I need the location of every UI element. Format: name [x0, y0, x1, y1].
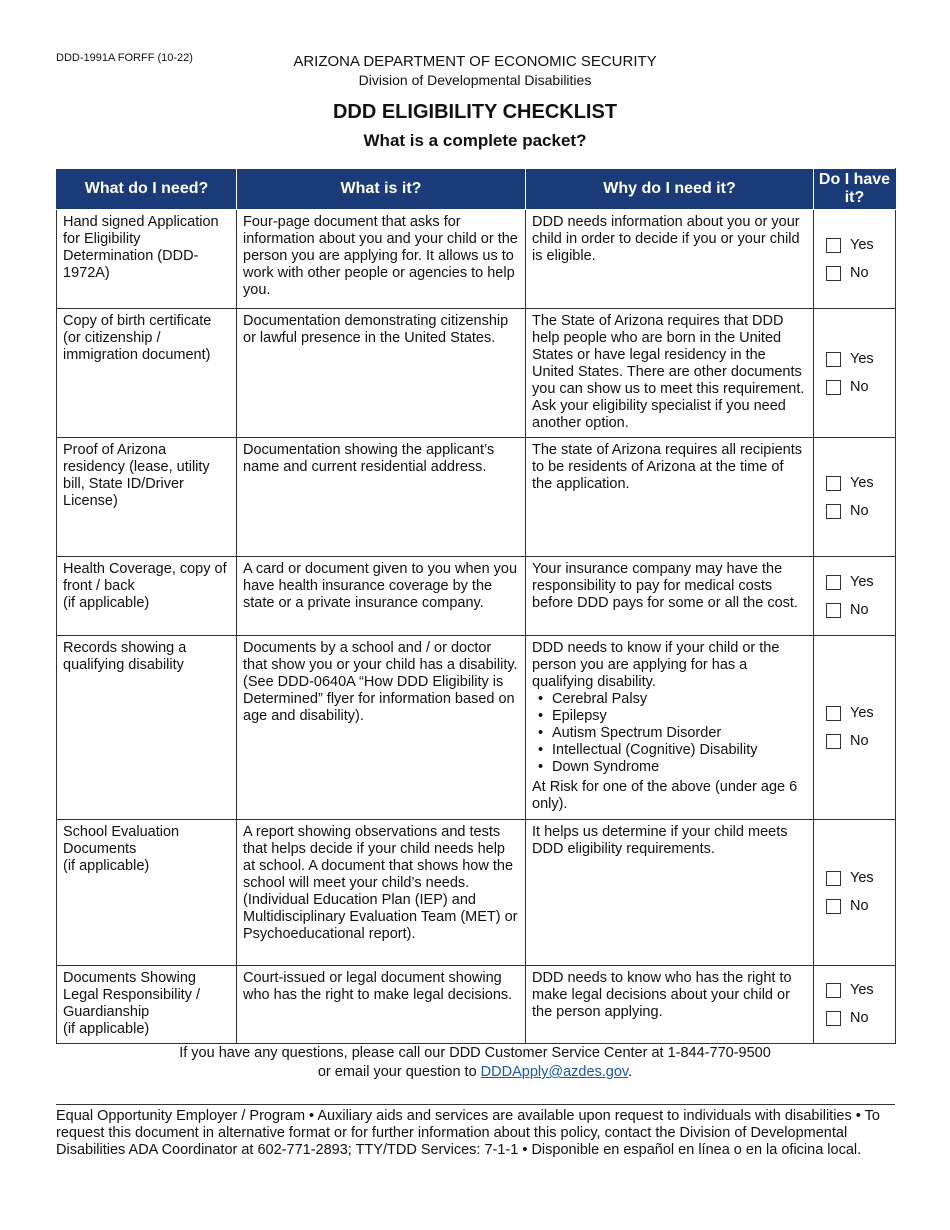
division-name: Division of Developmental Disabilities: [358, 72, 592, 88]
what-cell: Documentation demonstrating citizenship or lawful presence in the United States.: [237, 309, 526, 438]
footer-notice: Equal Opportunity Employer / Program • Auxiliary aids and services are available upon request to individuals with disabilities • To request this document in alternative format or for further information about this policy, contact the Division of Developmental Disabilities ADA Coordinator at 602-771-2893; TTY/TDD Services: 7-1-1 • Disponible en español en línea o en la oficina local.: [56, 1108, 880, 1158]
list-item: • Down Syndrome: [538, 759, 807, 776]
why-cell: [526, 636, 814, 820]
why-cell: It helps us determine if your child meets DDD eligibility requirements.: [526, 820, 814, 966]
yes-option[interactable]: [826, 865, 895, 893]
yes-checkbox[interactable]: [826, 238, 841, 253]
column-header-why: Why do I need it?: [526, 169, 814, 210]
yes-checkbox[interactable]: [826, 871, 841, 886]
yes-checkbox[interactable]: [826, 352, 841, 367]
what-cell: Documents by a school and / or doctor that show you or your child has a disability. (See DDD-0640A “How DDD Eligibility is Determined” flyer for information based on age and disability).: [237, 636, 526, 820]
yes-checkbox[interactable]: [826, 706, 841, 721]
table-row: [57, 636, 896, 820]
disability-list: [532, 691, 807, 776]
yes-option[interactable]: [826, 469, 895, 497]
have-cell: [814, 557, 896, 636]
need-cell: [57, 820, 237, 966]
need-text: Documents Showing Legal Responsibility / Guardianship: [63, 970, 201, 1020]
no-checkbox[interactable]: [826, 899, 841, 914]
no-checkbox[interactable]: [826, 266, 841, 281]
what-cell: Four-page document that asks for information about you and your child or the person you are applying for. It allows us to work with other people or agencies to help you.: [237, 210, 526, 309]
no-checkbox[interactable]: [826, 1011, 841, 1026]
yes-label: Yes: [850, 573, 874, 590]
need-cell: [57, 636, 237, 820]
yes-label: Yes: [850, 705, 874, 721]
have-cell: [814, 309, 896, 438]
why-cell: The state of Arizona requires all recipients to be residents of Arizona at the time of the application.: [526, 438, 814, 557]
need-text: Proof of Arizona residency (lease, utility bill, State ID/Driver License): [63, 442, 210, 509]
checklist-table: [56, 168, 896, 1044]
yes-label: Yes: [850, 870, 874, 886]
no-label: No: [850, 502, 869, 519]
have-cell: [814, 966, 896, 1044]
yes-checkbox[interactable]: [826, 983, 841, 998]
need-note: (if applicable): [63, 1021, 150, 1037]
yes-option[interactable]: [826, 231, 895, 259]
table-header-row: [57, 169, 896, 210]
agency-name: ARIZONA DEPARTMENT OF ECONOMIC SECURITY: [293, 53, 657, 70]
need-text: Hand signed Application for Eligibility Determination (DDD-1972A): [63, 214, 219, 281]
no-label: No: [850, 898, 869, 914]
yes-label: Yes: [850, 982, 874, 998]
why-text: DDD needs to know if your child or the person you are applying for has a qualifying disability.: [532, 640, 780, 690]
no-option[interactable]: [826, 259, 895, 287]
why-cell: DDD needs information about you or your child in order to decide if you or your child is eligible.: [526, 210, 814, 309]
contact-email-prefix: or email your question to: [317, 1064, 481, 1080]
what-cell: A card or document given to you when you have health insurance coverage by the state or a private insurance company.: [237, 557, 526, 636]
list-item: • Autism Spectrum Disorder: [538, 725, 807, 742]
email-link[interactable]: DDDApply@azdes.gov: [480, 1064, 629, 1080]
table-row: [57, 210, 896, 309]
yes-option[interactable]: [826, 700, 895, 728]
table-row: [57, 309, 896, 438]
contact-email-suffix: .: [628, 1064, 633, 1080]
list-item: • Cerebral Palsy: [538, 691, 807, 708]
no-option[interactable]: [826, 596, 895, 624]
yes-label: Yes: [850, 350, 874, 367]
need-cell: [57, 438, 237, 557]
no-label: No: [850, 1010, 869, 1026]
what-cell: Court-issued or legal document showing who has the right to make legal decisions.: [237, 966, 526, 1044]
need-cell: [57, 557, 237, 636]
column-header-need: What do I need?: [57, 169, 237, 210]
no-checkbox[interactable]: [826, 380, 841, 395]
contact-email-line: [0, 1064, 950, 1080]
yes-checkbox[interactable]: [826, 476, 841, 491]
need-cell: [57, 966, 237, 1044]
no-label: No: [850, 601, 869, 618]
yes-option[interactable]: [826, 345, 895, 373]
have-cell: [814, 820, 896, 966]
list-item: • Epilepsy: [538, 708, 807, 725]
need-text: Records showing a qualifying disability: [63, 640, 187, 673]
yes-checkbox[interactable]: [826, 575, 841, 590]
no-label: No: [850, 264, 869, 281]
no-option[interactable]: [826, 497, 895, 525]
yes-label: Yes: [850, 474, 874, 491]
have-cell: [814, 438, 896, 557]
table-row: [57, 557, 896, 636]
need-text: Health Coverage, copy of front / back: [63, 561, 227, 594]
column-header-have: Do I have it?: [814, 169, 896, 210]
no-option[interactable]: [826, 1005, 895, 1033]
need-cell: [57, 309, 237, 438]
no-option[interactable]: [826, 373, 895, 401]
yes-label: Yes: [850, 236, 874, 253]
why-cell: DDD needs to know who has the right to make legal decisions about your child or the person applying.: [526, 966, 814, 1044]
why-cell: Your insurance company may have the responsibility to pay for medical costs before DDD pays for some or all the cost.: [526, 557, 814, 636]
need-note: (if applicable): [63, 858, 150, 874]
table-row: [57, 966, 896, 1044]
no-checkbox[interactable]: [826, 504, 841, 519]
no-label: No: [850, 733, 869, 749]
what-cell: Documentation showing the applicant’s name and current residential address.: [237, 438, 526, 557]
what-cell: A report showing observations and tests that helps decide if your child needs help at school. A document that shows how the school will meet your child’s needs. (Individual Education Plan (IEP) and Multidisciplinary Evaluation Team (MET) or Psychoeducational report).: [237, 820, 526, 966]
page-subtitle: What is a complete packet?: [363, 131, 587, 150]
why-cell: The State of Arizona requires that DDD help people who are born in the United States or have legal residency in the United States. There are other documents you can show us to meet this requirement. Ask your eligibility specialist if you need another option.: [526, 309, 814, 438]
have-cell: [814, 210, 896, 309]
column-header-what: What is it?: [237, 169, 526, 210]
yes-option[interactable]: [826, 568, 895, 596]
no-option[interactable]: [826, 728, 895, 756]
list-item: • Intellectual (Cognitive) Disability: [538, 742, 807, 759]
footer-divider: [56, 1104, 895, 1105]
table-row: [57, 820, 896, 966]
form-id: DDD-1991A FORFF (10-22): [56, 52, 193, 64]
yes-option[interactable]: [826, 977, 895, 1005]
have-cell: [814, 636, 896, 820]
no-checkbox[interactable]: [826, 603, 841, 618]
no-checkbox[interactable]: [826, 734, 841, 749]
no-option[interactable]: [826, 893, 895, 921]
table-row: [57, 438, 896, 557]
page-title: DDD ELIGIBILITY CHECKLIST: [332, 101, 618, 123]
need-text: School Evaluation Documents: [63, 824, 180, 857]
contact-phone-line: If you have any questions, please call our DDD Customer Service Center at 1-844-770-9500: [179, 1045, 771, 1061]
no-label: No: [850, 378, 869, 395]
need-cell: [57, 210, 237, 309]
why-after-text: At Risk for one of the above (under age 6 only).: [532, 779, 798, 812]
need-note: (if applicable): [63, 595, 150, 611]
need-text: Copy of birth certificate (or citizenship / immigration document): [63, 313, 212, 363]
